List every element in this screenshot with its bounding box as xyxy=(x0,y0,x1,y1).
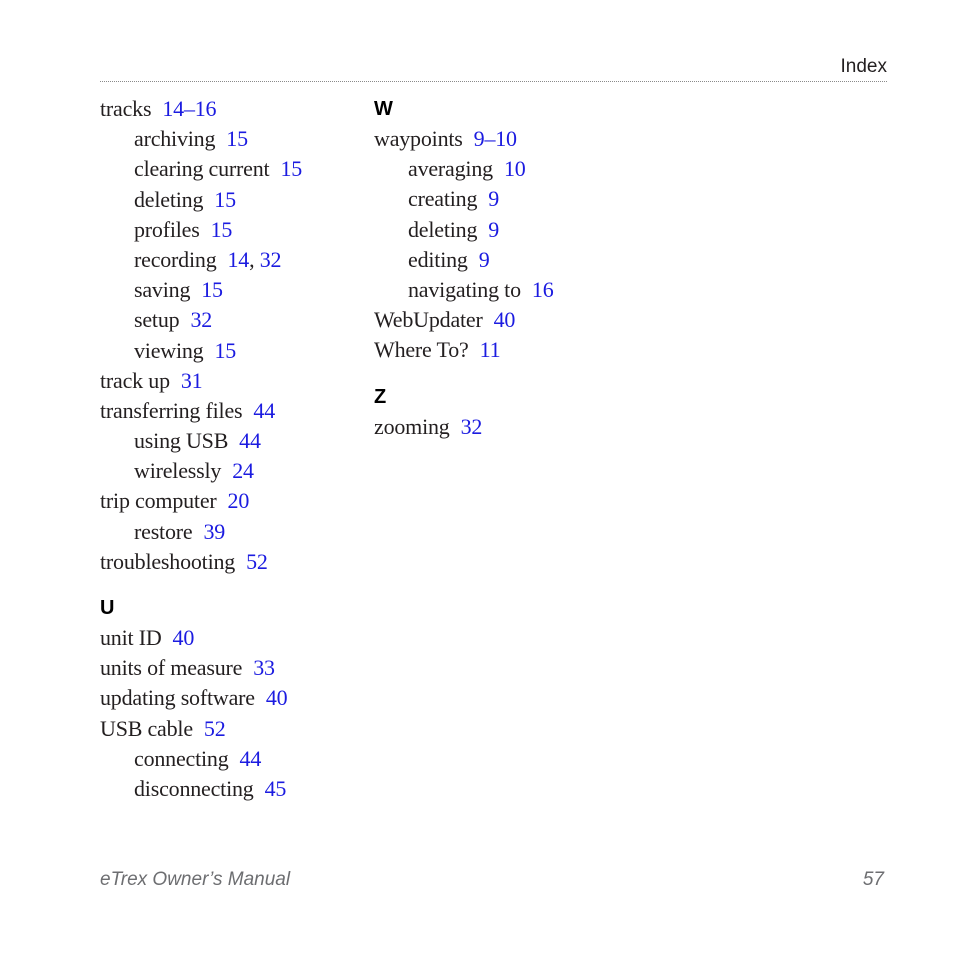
index-term: units of measure xyxy=(100,655,243,681)
index-subentry-recording xyxy=(100,245,350,275)
index-term: transferring files xyxy=(100,397,243,423)
index-entry-updating-software xyxy=(100,683,350,713)
page-link[interactable]: 44 xyxy=(239,428,261,454)
page-link[interactable]: 52 xyxy=(203,715,226,741)
index-subentry-navigating-to xyxy=(374,275,634,305)
page-link[interactable]: 24 xyxy=(232,458,254,484)
page-link[interactable]: 39 xyxy=(203,518,226,544)
index-column-left xyxy=(100,94,350,804)
page-link[interactable]: 52 xyxy=(246,548,268,574)
page-link[interactable]: 40 xyxy=(493,307,516,333)
index-subentry-wirelessly xyxy=(100,456,350,486)
page-link[interactable]: 14–16 xyxy=(162,96,217,121)
index-term: tracks xyxy=(100,96,152,121)
index-term: wirelessly xyxy=(134,458,222,484)
index-subentry-restore xyxy=(100,517,350,547)
index-term: trip computer xyxy=(100,488,217,514)
page-link[interactable]: 9 xyxy=(488,216,500,242)
index-entry-track-up xyxy=(100,366,350,396)
header-dotted-rule xyxy=(100,81,887,82)
page-link[interactable]: 31 xyxy=(180,367,203,393)
index-subentry-averaging xyxy=(374,154,634,184)
index-subentry-archiving xyxy=(100,124,350,154)
index-entry-transferring-files xyxy=(100,396,350,426)
page-link[interactable]: 15 xyxy=(214,337,237,363)
index-term: unit ID xyxy=(100,625,162,650)
index-entry-unit-id xyxy=(100,623,350,653)
page-link[interactable]: 9 xyxy=(488,186,500,212)
index-term: waypoints xyxy=(374,126,463,151)
page-link[interactable]: 15 xyxy=(201,277,223,303)
page-link[interactable]: 44 xyxy=(253,397,276,423)
page-separator: , xyxy=(249,246,260,272)
index-term: Where To? xyxy=(374,337,469,363)
index-subentry-using-usb xyxy=(100,426,350,456)
index-subentry-creating xyxy=(374,184,634,214)
index-term: navigating to xyxy=(408,276,521,302)
index-subentry-profiles xyxy=(100,215,350,245)
index-term: editing xyxy=(408,246,468,272)
index-entry-units-of-measure xyxy=(100,653,350,683)
index-entry-trip-computer xyxy=(100,486,350,516)
index-term: using USB xyxy=(134,428,229,454)
index-entry-tracks xyxy=(100,94,350,124)
index-letter-heading-u: U xyxy=(100,597,115,619)
section-spacer xyxy=(100,577,350,593)
page-link[interactable]: 32 xyxy=(190,307,213,333)
page-link[interactable]: 15 xyxy=(280,156,303,182)
page-link[interactable]: 11 xyxy=(479,337,501,363)
index-term: disconnecting xyxy=(134,775,254,801)
index-entry-webupdater xyxy=(374,305,634,335)
index-term: updating software xyxy=(100,685,255,711)
footer-page-number: 57 xyxy=(862,869,884,890)
index-term: recording xyxy=(134,246,217,272)
page-link[interactable]: 14 xyxy=(227,246,250,272)
index-subentry-saving xyxy=(100,275,350,305)
index-subentry-deleting xyxy=(100,185,350,215)
page-link[interactable]: 45 xyxy=(264,775,287,801)
index-entry-zooming xyxy=(374,412,634,442)
page-link[interactable]: 40 xyxy=(172,625,195,650)
index-term: troubleshooting xyxy=(100,548,236,574)
page-link[interactable]: 10 xyxy=(503,156,526,182)
index-term: averaging xyxy=(408,156,493,182)
index-term: zooming xyxy=(374,413,450,439)
running-head-section: Index xyxy=(840,56,887,77)
index-term: connecting xyxy=(134,745,229,771)
index-letter-heading-w: W xyxy=(374,98,393,120)
index-term: saving xyxy=(134,277,191,303)
index-subentry-connecting xyxy=(100,744,350,774)
index-entry-troubleshooting xyxy=(100,547,350,577)
page-link[interactable]: 15 xyxy=(210,216,233,242)
index-term: setup xyxy=(134,307,180,333)
index-entry-usb-cable xyxy=(100,714,350,744)
index-entry-where-to xyxy=(374,335,634,365)
index-term: deleting xyxy=(134,186,204,212)
section-spacer xyxy=(374,366,634,382)
index-subentry-disconnecting xyxy=(100,774,350,804)
page-link[interactable]: 9–10 xyxy=(473,126,517,151)
index-term: WebUpdater xyxy=(374,307,483,333)
page-link[interactable]: 40 xyxy=(265,685,288,711)
index-term: viewing xyxy=(134,337,204,363)
index-term: USB cable xyxy=(100,715,193,741)
index-subentry-setup xyxy=(100,305,350,335)
page-link[interactable]: 33 xyxy=(253,655,275,681)
index-subentry-viewing xyxy=(100,336,350,366)
index-term: restore xyxy=(134,518,193,544)
index-term: deleting xyxy=(408,216,478,242)
page-link[interactable]: 9 xyxy=(478,246,490,272)
index-term: creating xyxy=(408,186,478,212)
index-term: archiving xyxy=(134,126,216,152)
index-term: clearing current xyxy=(134,156,270,182)
index-entry-waypoints xyxy=(374,124,634,154)
page-link[interactable]: 15 xyxy=(214,186,236,212)
index-subentry-clearing-current xyxy=(100,154,350,184)
page-link[interactable]: 44 xyxy=(239,745,262,771)
page-link[interactable]: 32 xyxy=(460,413,483,439)
index-term: track up xyxy=(100,367,170,393)
index-term: profiles xyxy=(134,216,200,242)
index-letter-heading-z: Z xyxy=(374,385,387,408)
index-column-right xyxy=(374,94,634,442)
page-link[interactable]: 15 xyxy=(226,126,248,152)
index-subentry-editing xyxy=(374,245,634,275)
page-link[interactable]: 16 xyxy=(531,276,554,302)
footer-manual-title: eTrex Owner’s Manual xyxy=(100,869,291,890)
page-link[interactable]: 20 xyxy=(227,488,250,514)
page-link[interactable]: 32 xyxy=(259,246,282,272)
index-subentry-deleting xyxy=(374,215,634,245)
